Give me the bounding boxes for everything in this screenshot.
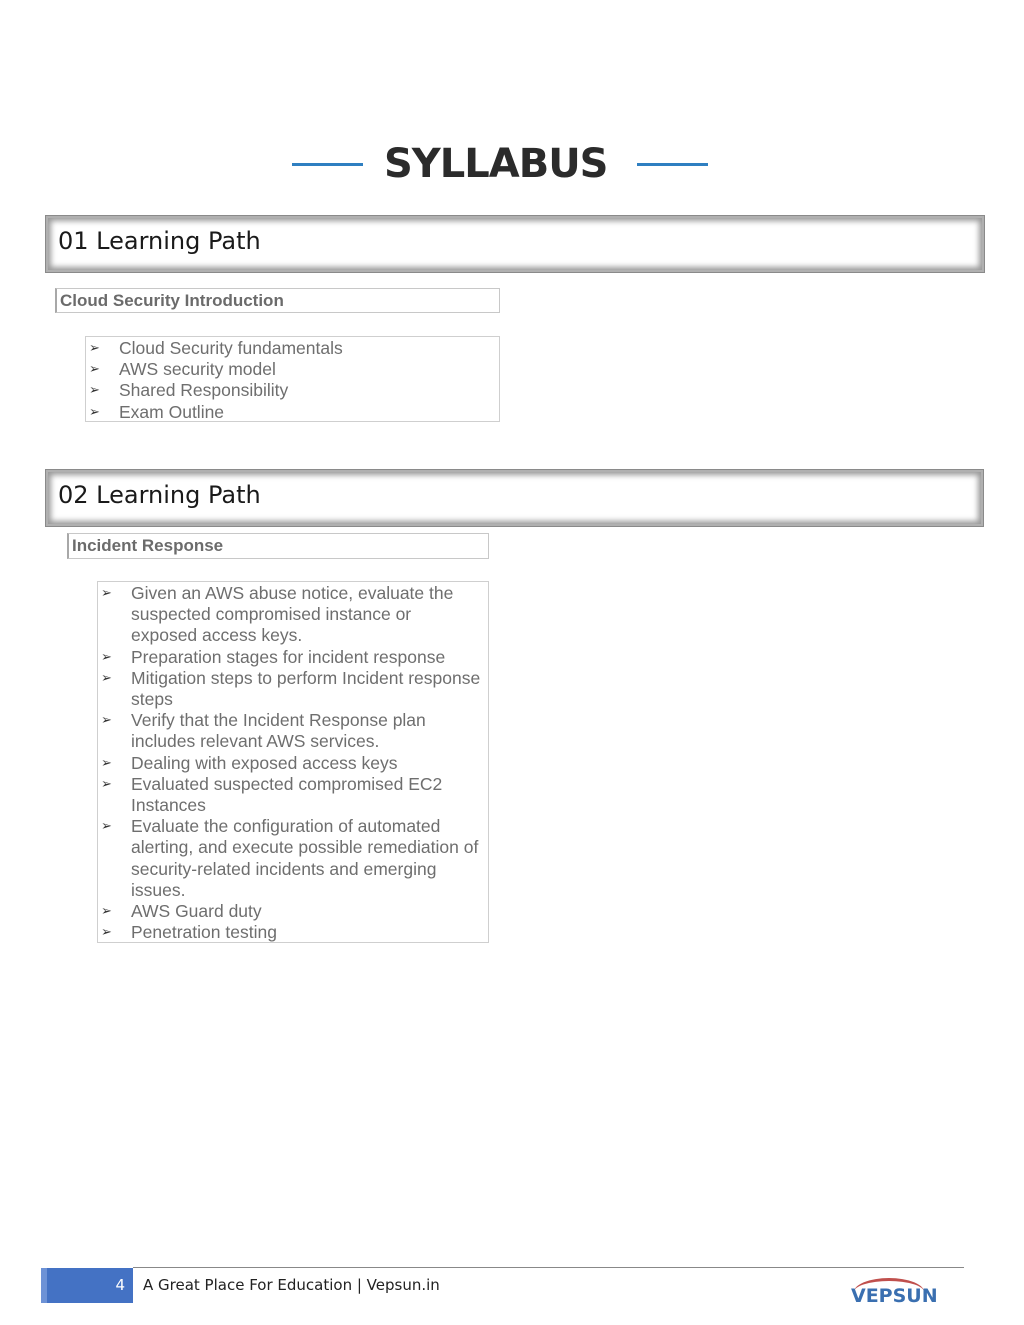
arrow-bullet-icon: ➢ (89, 404, 100, 420)
section-title-box-02 (67, 533, 489, 559)
footer-tagline: A Great Place For Education | Vepsun.in (143, 1276, 440, 1294)
page-title: SYLLABUS (384, 141, 608, 187)
learning-path-title: 02 Learning Path (58, 481, 261, 509)
list-item: ➢ Shared Responsibility (89, 380, 289, 401)
arrow-bullet-icon: ➢ (101, 925, 112, 941)
section-title-box-01 (55, 288, 500, 313)
logo-text: VEPSUN (851, 1285, 938, 1307)
learning-path-banner-02 (45, 469, 984, 527)
list-item: ➢ Penetration testing (101, 922, 277, 943)
arrow-bullet-icon: ➢ (101, 776, 112, 792)
arrow-bullet-icon: ➢ (101, 904, 112, 920)
list-item: ➢ Cloud Security fundamentals (89, 338, 343, 358)
learning-path-banner-01 (45, 215, 985, 273)
arrow-bullet-icon: ➢ (101, 649, 112, 665)
topic-list-01 (85, 336, 500, 422)
vepsun-logo (848, 1278, 938, 1307)
list-item: ➢ Verify that the Incident Response plan includes relevant AWS services. (101, 710, 426, 752)
arrow-bullet-icon: ➢ (89, 362, 100, 378)
list-item: ➢ Mitigation steps to perform Incident response steps (101, 667, 481, 710)
topic-list-02 (97, 581, 489, 943)
section-title: Incident Response (72, 536, 224, 555)
arrow-bullet-icon: ➢ (101, 755, 112, 771)
list-item: ➢ AWS security model (89, 359, 276, 380)
section-title: Cloud Security Introduction (60, 291, 284, 310)
arrow-bullet-icon: ➢ (101, 713, 112, 729)
list-item: ➢ Evaluated suspected compromised EC2 Instances (101, 773, 443, 816)
arrow-bullet-icon: ➢ (101, 586, 112, 601)
list-item: ➢ Evaluate the configuration of automated alerting, and execute possible remediation of security-related incidents and emerging issues. (101, 816, 479, 900)
list-item: ➢ Dealing with exposed access keys (101, 752, 398, 773)
list-item: ➢ Given an AWS abuse notice, evaluate the suspected compromised instance or exposed access keys. (101, 583, 454, 646)
heading-rule-right (637, 163, 708, 166)
list-item: ➢ Exam Outline (89, 401, 225, 422)
page-number: 4 (115, 1276, 125, 1294)
page-number-box (41, 1268, 133, 1303)
arrow-bullet-icon: ➢ (89, 341, 100, 356)
syllabus-heading (0, 138, 1000, 192)
list-item: ➢ AWS Guard duty (101, 901, 262, 922)
footer-divider (133, 1267, 964, 1268)
arrow-bullet-icon: ➢ (101, 670, 112, 686)
arrow-bullet-icon: ➢ (89, 383, 100, 399)
list-item: ➢ Preparation stages for incident response (101, 646, 446, 667)
heading-rule-left (292, 163, 363, 166)
learning-path-title: 01 Learning Path (58, 227, 261, 255)
arrow-bullet-icon: ➢ (101, 819, 112, 835)
